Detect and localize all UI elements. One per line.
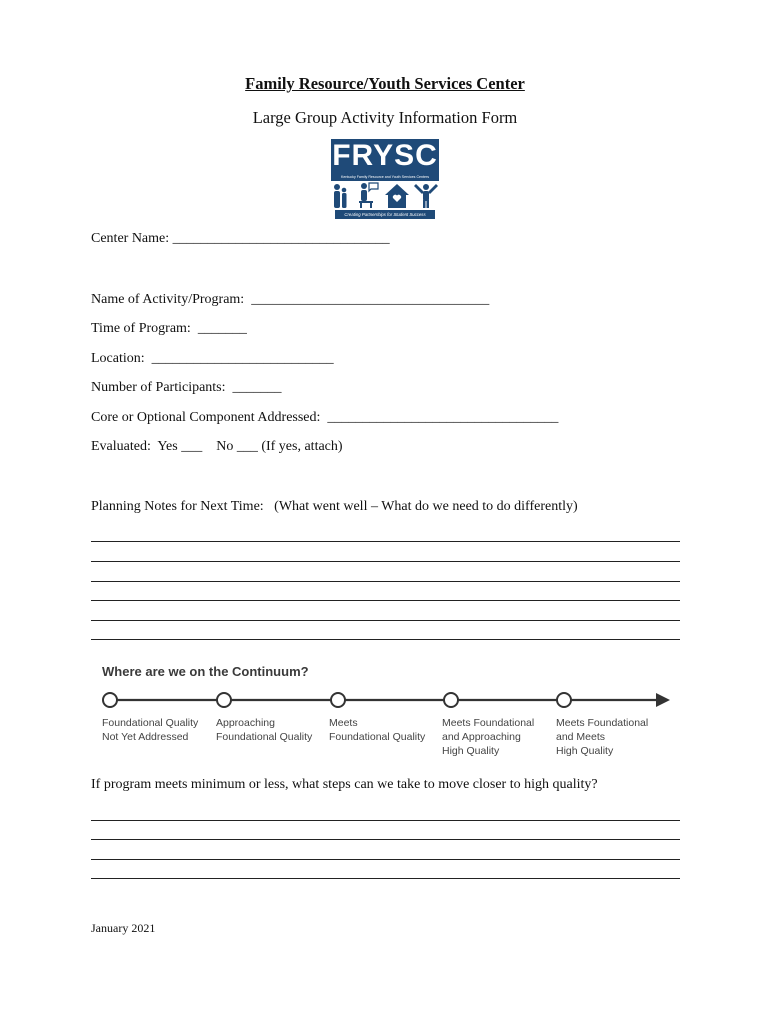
logo-slogan: Creating Partnerships for Student Success bbox=[335, 210, 435, 219]
writing-line[interactable] bbox=[91, 639, 680, 640]
stage-marker bbox=[217, 693, 231, 707]
stage-marker bbox=[444, 693, 458, 707]
stage-marker bbox=[103, 693, 117, 707]
time-of-program-field[interactable]: Time of Program: _______ bbox=[91, 321, 247, 336]
improvement-prompt: If program meets minimum or less, what steps can we take to move closer to high quality? bbox=[91, 777, 598, 792]
logo-wordmark bbox=[331, 139, 439, 181]
writing-line[interactable] bbox=[91, 839, 680, 840]
stage-4-label: Meets Foundational and Approaching High Quality bbox=[442, 717, 535, 757]
writing-line[interactable] bbox=[91, 561, 680, 562]
logo-tagline: Kentucky Family Resource and Youth Services Centers bbox=[340, 175, 430, 179]
quality-continuum bbox=[100, 662, 680, 762]
frysc-logo bbox=[331, 139, 439, 219]
participants-field[interactable]: Number of Participants: _______ bbox=[91, 380, 282, 395]
family-figures-icon bbox=[331, 181, 439, 210]
writing-line[interactable] bbox=[91, 878, 680, 879]
writing-line[interactable] bbox=[91, 859, 680, 860]
continuum-track bbox=[100, 689, 680, 711]
planning-notes-prompt: Planning Notes for Next Time: (What went well – What do we need to do differently) bbox=[91, 499, 578, 514]
stage-3-label: Meets Foundational Quality bbox=[329, 717, 426, 743]
location-field[interactable]: Location: __________________________ bbox=[91, 351, 334, 366]
stage-1-label: Foundational Quality Not Yet Addressed bbox=[102, 717, 199, 743]
writing-line[interactable] bbox=[91, 820, 680, 821]
footer-date: January 2021 bbox=[91, 921, 156, 935]
stage-marker bbox=[557, 693, 571, 707]
writing-line[interactable] bbox=[91, 541, 680, 542]
stage-5-label: Meets Foundational and Meets High Quality bbox=[556, 717, 649, 757]
writing-line[interactable] bbox=[91, 581, 680, 582]
continuum-title: Where are we on the Continuum? bbox=[102, 664, 309, 679]
writing-line[interactable] bbox=[91, 600, 680, 601]
writing-line[interactable] bbox=[91, 620, 680, 621]
form-title: Family Resource/Youth Services Center bbox=[245, 74, 525, 93]
center-name-field[interactable]: Center Name: _______________________________ bbox=[91, 231, 390, 246]
arrow-right-icon bbox=[656, 693, 670, 707]
evaluated-field[interactable]: Evaluated: Yes ___ No ___ (If yes, attach) bbox=[91, 439, 343, 454]
logo-name: FRYSC bbox=[332, 139, 438, 172]
activity-name-field[interactable]: Name of Activity/Program: __________________________________ bbox=[91, 292, 490, 307]
form-subtitle: Large Group Activity Information Form bbox=[252, 108, 518, 127]
stage-marker bbox=[331, 693, 345, 707]
component-field[interactable]: Core or Optional Component Addressed: _________________________________ bbox=[91, 410, 559, 425]
stage-2-label: Approaching Foundational Quality bbox=[216, 717, 313, 743]
